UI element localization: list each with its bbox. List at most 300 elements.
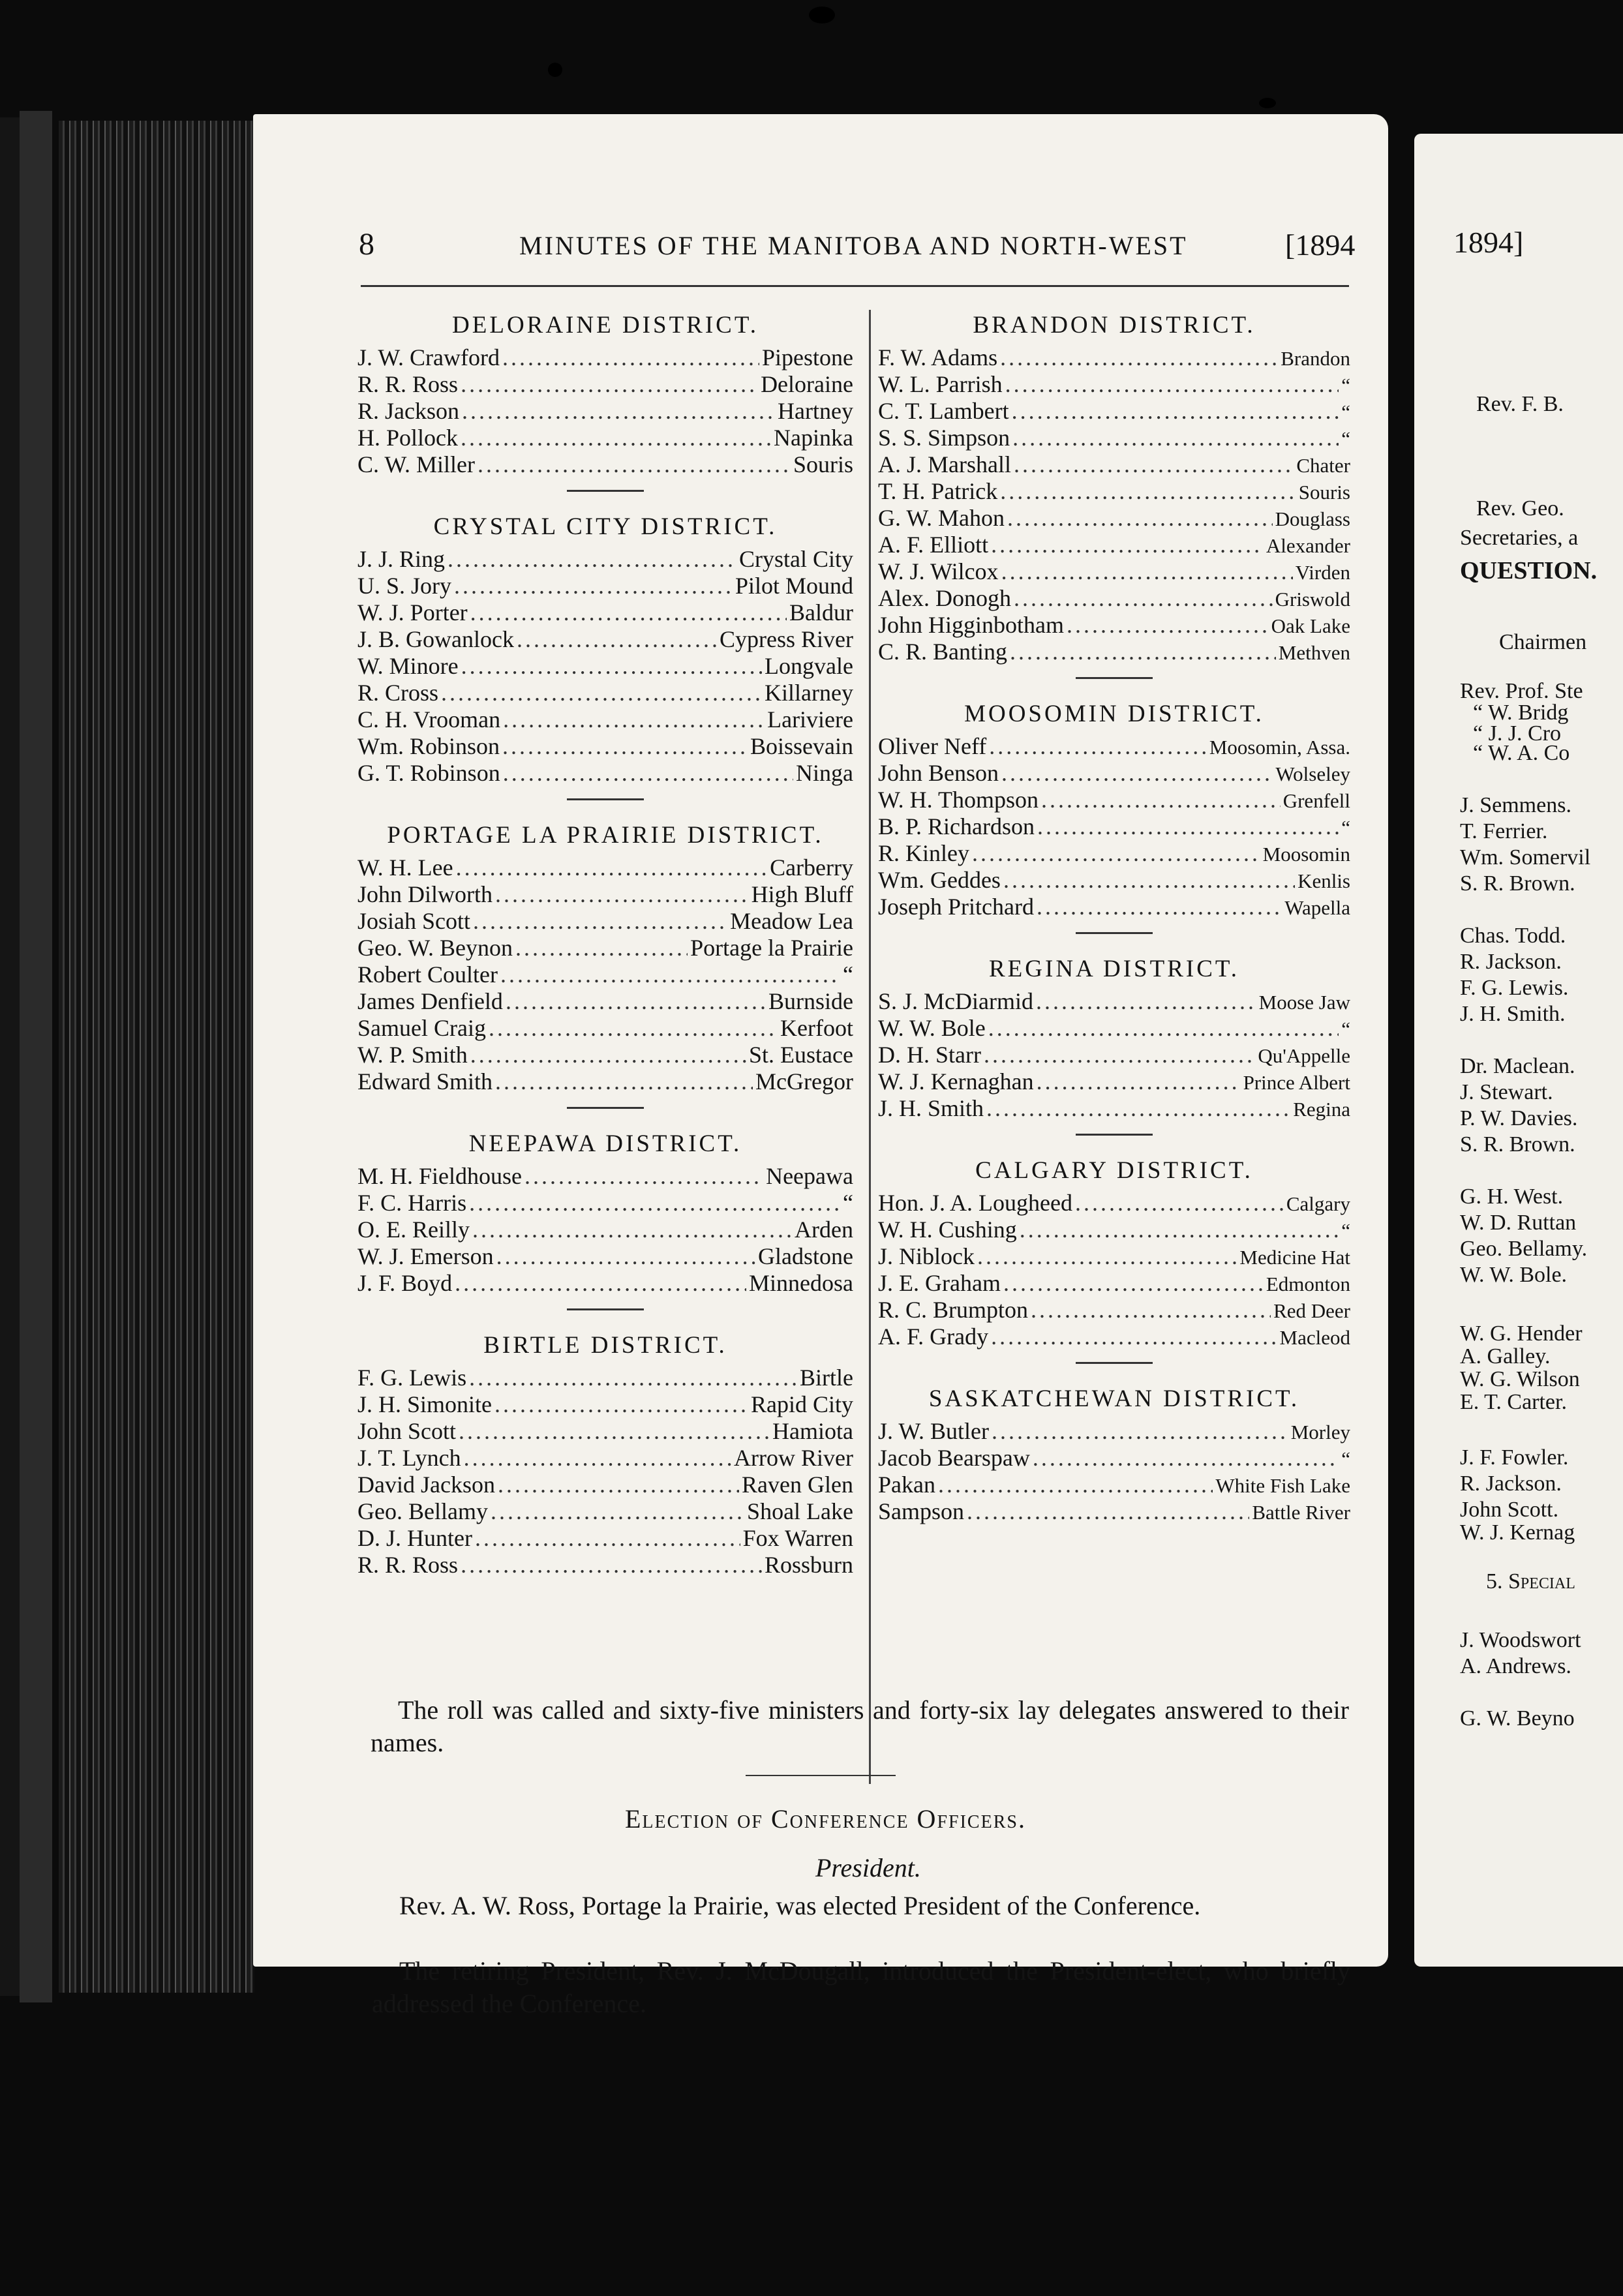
district-separator (567, 1107, 644, 1109)
delegate-entry (878, 478, 1350, 505)
delegate-place: Neepawa (766, 1163, 853, 1189)
delegate-name: J. W. Crawford (357, 344, 500, 370)
district-section (357, 1331, 853, 1578)
delegate-place: Edmonton (1266, 1273, 1350, 1295)
delegate-name: R. R. Ross (357, 1552, 459, 1578)
delegate-entry (357, 1445, 853, 1472)
delegate-entry (878, 1270, 1350, 1297)
delegate-place: Wolseley (1275, 763, 1350, 785)
delegate-place: Qu'Appelle (1258, 1044, 1350, 1067)
delegate-place: Burnside (768, 988, 853, 1014)
delegate-name: C. T. Lambert (878, 398, 1009, 424)
delegate-list (357, 546, 853, 787)
district-title: CALGARY DISTRICT. (975, 1157, 1253, 1184)
delegate-entry (357, 881, 853, 908)
delegate-place: Macleod (1279, 1326, 1350, 1349)
column-divider (869, 310, 871, 1784)
delegate-name: J. B. Gowanlock (357, 626, 514, 652)
facing-page-line: W. W. Bole. (1460, 1263, 1568, 1287)
delegate-name: W. P. Smith (357, 1042, 468, 1068)
delegate-entry (878, 639, 1350, 665)
facing-page-line: J. Woodswort (1460, 1628, 1581, 1652)
facing-page-line: F. G. Lewis. (1460, 976, 1569, 1000)
district-section (878, 955, 1350, 1136)
facing-page-line: A. Galley. (1460, 1344, 1551, 1368)
delegate-entry (878, 425, 1350, 451)
dot-leader (1041, 787, 1281, 813)
delegate-entry (878, 1445, 1350, 1472)
delegate-place: Red Deer (1273, 1299, 1350, 1322)
delegate-entry (357, 1552, 853, 1578)
delegate-place: “ (1341, 816, 1350, 839)
delegate-place: Rossburn (764, 1552, 853, 1578)
dot-leader (991, 1323, 1277, 1350)
delegate-place: McGregor (755, 1068, 853, 1095)
dot-leader (441, 680, 762, 706)
dot-leader (489, 1015, 778, 1042)
facing-page-line: J. H. Smith. (1460, 1002, 1566, 1026)
district-separator (567, 798, 644, 800)
district-section (357, 311, 853, 492)
delegate-place: Chater (1296, 454, 1350, 477)
delegate-entry (878, 585, 1350, 612)
running-title: MINUTES OF THE MANITOBA AND NORTH-WEST (519, 231, 1188, 260)
district-separator (1076, 932, 1153, 934)
dot-leader (1000, 344, 1278, 371)
dot-leader (472, 1216, 792, 1243)
dot-leader (1012, 398, 1339, 425)
facing-page-line: “ J. J. Cro (1473, 721, 1562, 746)
dot-leader (502, 733, 748, 760)
dot-leader (524, 1163, 763, 1190)
section-heading: Election of Conference Officers. (625, 1804, 1026, 1834)
delegate-name: W. J. Emerson (357, 1243, 494, 1269)
delegate-name: Geo. Bellamy (357, 1498, 488, 1524)
speck (1259, 98, 1276, 108)
delegate-place: Griswold (1275, 588, 1350, 611)
page-edges-stack (59, 121, 254, 1993)
delegate-place: Battle River (1252, 1501, 1350, 1524)
header-year: [1894 (1285, 228, 1356, 262)
delegate-name: W. H. Cushing (878, 1216, 1017, 1243)
delegate-name: John Higginbotham (878, 612, 1064, 638)
facing-page-line: G. W. Beyno (1460, 1706, 1575, 1730)
delegate-name: C. H. Vrooman (357, 706, 501, 733)
delegate-name: R. C. Brumpton (878, 1297, 1029, 1323)
dot-leader (462, 398, 775, 425)
facing-page-line: T. Ferrier. (1460, 819, 1548, 843)
facing-page-line: “ W. A. Co (1473, 741, 1570, 765)
delegate-list (878, 733, 1350, 920)
facing-page-line: Dr. Maclean. (1460, 1054, 1575, 1078)
delegate-entry (878, 1015, 1350, 1042)
delegate-name: M. H. Fieldhouse (357, 1163, 522, 1189)
dot-leader (496, 1243, 755, 1270)
delegate-name: J. T. Lynch (357, 1445, 461, 1471)
subheading-president: President. (815, 1853, 921, 1882)
facing-page-line: E. T. Carter. (1460, 1390, 1567, 1414)
delegate-place: High Bluff (751, 881, 853, 907)
delegate-entry (357, 680, 853, 706)
delegate-entry (878, 398, 1350, 425)
dot-leader (1003, 1270, 1264, 1297)
facing-page-line: Chairmen (1499, 630, 1587, 654)
delegate-name: John Dilworth (357, 881, 493, 907)
facing-page-line: “ W. Bridg (1473, 701, 1569, 725)
delegate-place: Crystal City (738, 546, 853, 572)
facing-page-line: Geo. Bellamy. (1460, 1237, 1588, 1261)
delegate-place: “ (1341, 1447, 1350, 1470)
delegate-entry (878, 1498, 1350, 1525)
delegate-name: Jacob Bearspaw (878, 1445, 1030, 1471)
delegate-entry (357, 371, 853, 398)
dot-leader (1037, 894, 1282, 920)
delegate-place: “ (1341, 374, 1350, 397)
delegate-name: Sampson (878, 1498, 965, 1524)
dot-leader (967, 1498, 1249, 1525)
dot-leader (454, 573, 733, 599)
delegate-entry (878, 1297, 1350, 1323)
facing-page-line: J. F. Fowler. (1460, 1445, 1569, 1470)
delegate-name: J. E. Graham (878, 1270, 1001, 1296)
delegate-place: Kerfoot (780, 1015, 853, 1041)
delegate-entry (878, 1042, 1350, 1068)
delegate-place: Arrow River (734, 1445, 853, 1471)
delegate-list (357, 1163, 853, 1297)
dot-leader (515, 935, 688, 961)
delegate-place: Hamiota (772, 1418, 853, 1444)
delegate-name: S. J. McDiarmid (878, 988, 1033, 1014)
dot-leader (502, 344, 759, 371)
dot-leader (977, 1243, 1237, 1270)
delegate-place: Souris (1298, 481, 1350, 504)
delegate-place: Cypress River (720, 626, 853, 652)
district-title: BRANDON DISTRICT. (973, 312, 1256, 339)
delegate-place: Calgary (1286, 1192, 1350, 1215)
facing-page-line: R. Jackson. (1460, 950, 1562, 974)
dot-leader (503, 760, 793, 787)
delegate-name: W. L. Parrish (878, 371, 1003, 397)
speck (809, 7, 835, 23)
dot-leader (506, 988, 766, 1015)
delegate-place: Shoal Lake (747, 1498, 853, 1524)
dot-leader (1036, 988, 1256, 1015)
delegate-entry (878, 894, 1350, 920)
facing-page-line: W. D. Ruttan (1460, 1211, 1577, 1235)
dot-leader (1037, 813, 1339, 840)
dot-leader (500, 961, 840, 988)
district-section (357, 1130, 853, 1310)
delegate-entry (357, 733, 853, 760)
delegate-name: J. H. Smith (878, 1095, 984, 1121)
delegate-place: Ninga (796, 760, 853, 786)
dot-leader (1001, 558, 1293, 585)
delegate-entry (878, 1418, 1350, 1445)
delegate-entry (878, 532, 1350, 558)
dot-leader (1007, 505, 1273, 532)
dot-leader (461, 1552, 762, 1578)
delegate-place: Alexander (1266, 534, 1350, 557)
delegate-name: O. E. Reilly (357, 1216, 470, 1243)
delegate-entry (878, 1323, 1350, 1350)
delegate-name: A. J. Marshall (878, 451, 1011, 477)
facing-page-line: P. W. Davies. (1460, 1106, 1578, 1130)
delegate-place: Napinka (774, 425, 853, 451)
dot-leader (988, 1015, 1339, 1042)
delegate-place: Birtle (800, 1365, 853, 1391)
facing-page-line: Rev. F. B. (1476, 392, 1564, 416)
delegate-name: G. W. Mahon (878, 505, 1005, 531)
delegate-name: J. J. Ring (357, 546, 446, 572)
delegate-place: Medicine Hat (1239, 1246, 1350, 1269)
delegate-place: Killarney (765, 680, 853, 706)
facing-page-line: A. Andrews. (1460, 1654, 1571, 1678)
delegate-name: Oliver Neff (878, 733, 987, 759)
delegate-entry (878, 1243, 1350, 1270)
dot-leader (455, 1270, 746, 1297)
delegate-name: James Denfield (357, 988, 503, 1014)
facing-page-line: S. R. Brown. (1460, 1132, 1575, 1156)
dot-leader (991, 532, 1264, 558)
delegate-name: R. Jackson (357, 398, 459, 424)
delegate-place: Morley (1290, 1421, 1350, 1443)
delegate-name: Josiah Scott (357, 908, 471, 934)
delegate-place: Oak Lake (1271, 614, 1350, 637)
facing-page-line: 5. Special (1486, 1569, 1575, 1594)
delegate-place: Methven (1278, 641, 1350, 664)
delegate-name: D. H. Starr (878, 1042, 981, 1068)
delegate-entry (878, 1216, 1350, 1243)
delegate-place: Gladstone (758, 1243, 853, 1269)
delegate-name: C. W. Miller (357, 451, 476, 477)
delegate-entry (357, 908, 853, 935)
delegate-entry (357, 1190, 853, 1216)
facing-page-line: Secretaries, a (1460, 526, 1579, 550)
district-section (357, 513, 853, 800)
page-number: 8 (359, 227, 374, 262)
delegate-entry (357, 1216, 853, 1243)
dot-leader (1033, 1445, 1339, 1472)
delegate-entry (878, 867, 1350, 894)
district-separator (1076, 1362, 1153, 1364)
dot-leader (495, 1068, 753, 1095)
dot-leader (469, 1190, 840, 1216)
dot-leader (447, 546, 736, 573)
facing-page-line: Rev. Prof. Ste (1460, 679, 1583, 703)
delegate-name: W. J. Porter (357, 599, 468, 626)
delegate-list (357, 1365, 853, 1578)
delegate-place: Regina (1293, 1098, 1350, 1121)
delegate-place: Baldur (789, 599, 853, 626)
delegate-entry (878, 344, 1350, 371)
facing-page-line: G. H. West. (1460, 1185, 1564, 1209)
section-rule (746, 1775, 896, 1776)
dot-leader (461, 371, 758, 398)
dot-leader (1001, 760, 1273, 787)
delegate-entry (357, 573, 853, 599)
delegate-entry (878, 558, 1350, 585)
delegate-place: Raven Glen (742, 1472, 853, 1498)
delegate-name: T. H. Patrick (878, 478, 998, 504)
delegate-entry (878, 451, 1350, 478)
delegate-entry (357, 344, 853, 371)
facing-page-year: 1894] (1453, 226, 1524, 259)
dot-leader (1020, 1216, 1339, 1243)
district-title: REGINA DISTRICT. (989, 956, 1239, 982)
delegate-entry (878, 1068, 1350, 1095)
dot-leader (461, 653, 762, 680)
district-section (878, 1156, 1350, 1364)
district-separator (567, 1308, 644, 1310)
president-election-paragraph: Rev. A. W. Ross, Portage la Prairie, was elected President of the Conference. (399, 1891, 1201, 1920)
district-separator (567, 490, 644, 492)
header-rule (361, 285, 1349, 287)
dot-leader (1005, 371, 1339, 398)
delegate-place: Souris (793, 451, 853, 477)
delegate-name: S. S. Simpson (878, 425, 1010, 451)
dot-leader (1067, 612, 1269, 639)
district-title: NEEPAWA DISTRICT. (468, 1130, 742, 1157)
dot-leader (984, 1042, 1255, 1068)
delegate-place: Pilot Mound (735, 573, 853, 599)
dot-leader (478, 451, 791, 478)
delegate-entry (357, 1243, 853, 1270)
delegate-place: Grenfell (1282, 789, 1350, 812)
delegate-name: F. G. Lewis (357, 1365, 467, 1391)
district-title: SASKATCHEWAN DISTRICT. (928, 1385, 1300, 1412)
delegate-entry (357, 1391, 853, 1418)
speck (548, 63, 562, 77)
delegate-place: Prince Albert (1243, 1071, 1350, 1094)
delegate-entry (357, 653, 853, 680)
delegate-entry (357, 599, 853, 626)
delegate-name: Geo. W. Beynon (357, 935, 513, 961)
delegate-entry (878, 760, 1350, 787)
delegate-entry (357, 760, 853, 787)
delegate-name: H. Pollock (357, 425, 459, 451)
delegate-list (357, 344, 853, 478)
delegate-place: Wapella (1284, 896, 1350, 919)
district-section (357, 821, 853, 1109)
delegate-entry (357, 988, 853, 1015)
delegate-place: Kenlis (1297, 869, 1350, 892)
dot-leader (1003, 867, 1295, 894)
delegate-name: A. F. Elliott (878, 532, 989, 558)
dot-leader (464, 1445, 731, 1472)
facing-page-line: J. Semmens. (1460, 793, 1571, 817)
dot-leader (469, 1365, 797, 1391)
delegate-list (357, 854, 853, 1095)
delegate-place: Brandon (1281, 347, 1350, 370)
delegate-list (878, 1418, 1350, 1525)
delegate-name: U. S. Jory (357, 573, 452, 599)
facing-page-line: Chas. Todd. (1460, 924, 1566, 948)
delegate-place: “ (1341, 1219, 1350, 1242)
delegate-place: St. Eustace (749, 1042, 853, 1068)
delegate-entry (878, 1190, 1350, 1216)
delegate-name: David Jackson (357, 1472, 495, 1498)
dot-leader (1075, 1190, 1284, 1216)
delegate-place: Boissevain (750, 733, 853, 759)
delegate-entry (357, 1418, 853, 1445)
delegate-list (878, 1190, 1350, 1350)
facing-page-line: J. Stewart. (1460, 1080, 1553, 1104)
dot-leader (470, 599, 787, 626)
delegate-place: “ (843, 1190, 853, 1216)
delegate-entry (357, 1525, 853, 1552)
delegate-entry (878, 988, 1350, 1015)
district-title: MOOSOMIN DISTRICT. (964, 701, 1264, 727)
delegate-entry (357, 854, 853, 881)
facing-page-line: W. J. Kernag (1460, 1520, 1575, 1545)
facing-page-line: W. G. Hender (1460, 1322, 1583, 1346)
dot-leader (1012, 425, 1339, 451)
delegate-name: A. F. Grady (878, 1323, 989, 1350)
delegate-name: F. W. Adams (878, 344, 998, 370)
delegate-name: B. P. Richardson (878, 813, 1035, 839)
dot-leader (989, 733, 1207, 760)
delegate-place: Moose Jaw (1258, 991, 1350, 1014)
delegate-place: Carberry (770, 854, 853, 881)
delegate-list (878, 344, 1350, 665)
facing-page-line: John Scott. (1460, 1498, 1559, 1522)
dot-leader (992, 1418, 1288, 1445)
dot-leader (1037, 1068, 1241, 1095)
delegate-name: John Benson (878, 760, 999, 786)
dot-leader (503, 706, 765, 733)
dot-leader (1014, 451, 1294, 478)
delegate-place: White Fish Lake (1215, 1474, 1350, 1497)
dot-leader (1010, 639, 1276, 665)
delegate-place: Pipestone (762, 344, 853, 370)
district-section (878, 311, 1350, 679)
left-page (253, 114, 1388, 2018)
delegate-place: Douglass (1275, 507, 1350, 530)
dot-leader (938, 1472, 1213, 1498)
delegate-entry (878, 787, 1350, 813)
dot-leader (517, 626, 717, 653)
right-district-column (878, 311, 1350, 1525)
delegate-place: Fox Warren (742, 1525, 853, 1551)
dot-leader (495, 881, 749, 908)
delegate-place: Lariviere (767, 706, 853, 733)
delegate-name: R. Kinley (878, 840, 969, 866)
delegate-entry (357, 706, 853, 733)
delegate-place: Portage la Prairie (690, 935, 853, 961)
delegate-name: W. W. Bole (878, 1015, 986, 1041)
delegate-entry (878, 612, 1350, 639)
delegate-name: Pakan (878, 1472, 935, 1498)
binding-edge (20, 111, 52, 2002)
district-separator (1076, 677, 1153, 679)
delegate-entry (357, 1365, 853, 1391)
delegate-name: John Scott (357, 1418, 457, 1444)
dot-leader (456, 854, 767, 881)
delegate-place: Longvale (765, 653, 853, 679)
district-section (878, 1385, 1350, 1525)
facing-page-line: Rev. Geo. (1476, 496, 1564, 521)
district-section (878, 700, 1350, 934)
district-title: CRYSTAL CITY DISTRICT. (433, 513, 778, 540)
delegate-name: F. C. Harris (357, 1190, 467, 1216)
delegate-entry (878, 505, 1350, 532)
delegate-place: Hartney (778, 398, 853, 424)
delegate-place: “ (1341, 1018, 1350, 1040)
dot-leader (473, 908, 727, 935)
dot-leader (498, 1472, 739, 1498)
delegate-list (878, 988, 1350, 1122)
delegate-name: W. H. Lee (357, 854, 453, 881)
